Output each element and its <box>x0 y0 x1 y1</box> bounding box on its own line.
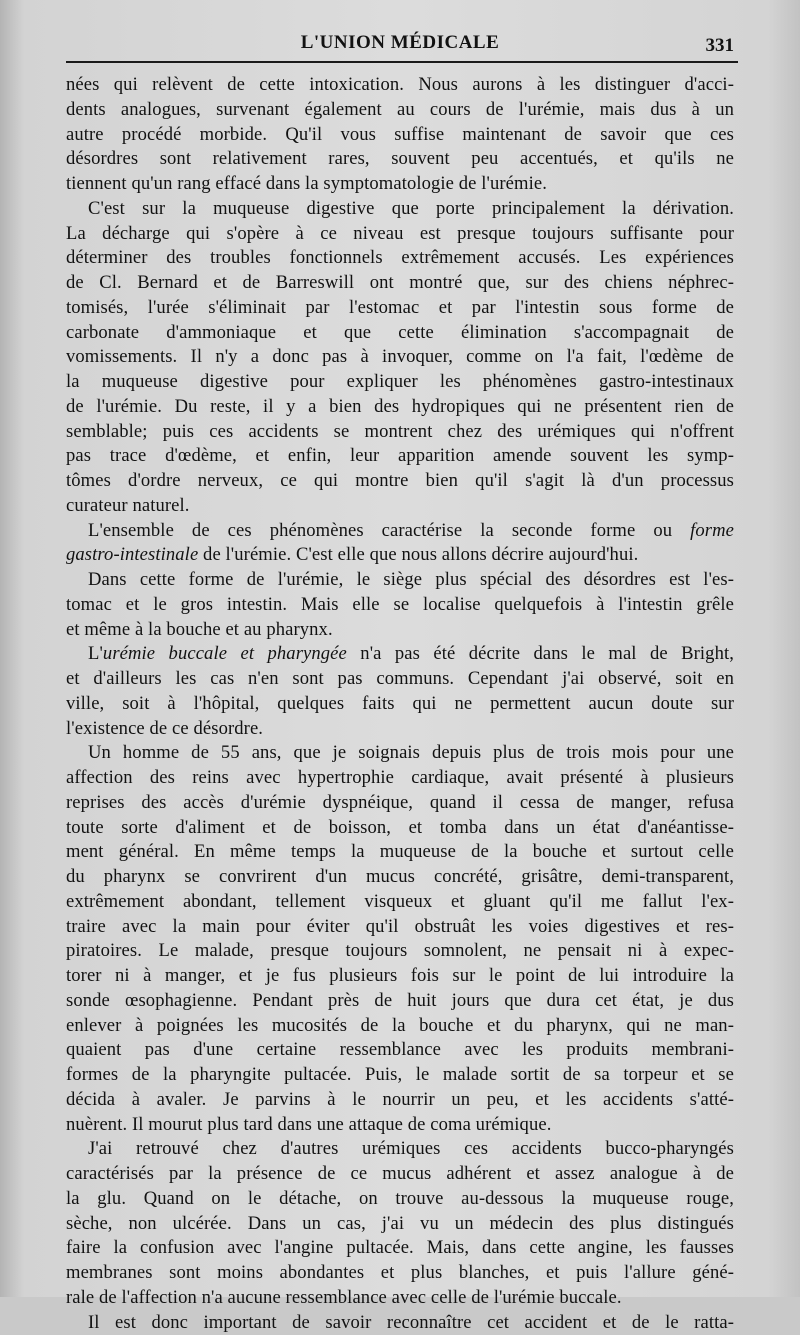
text-line: sonde œsophagienne. Pendant près de huit jours que dura cet état, je dus <box>66 989 734 1014</box>
text-run: L'ensemble de ces phénomènes caractérise la seconde forme ou <box>88 520 690 541</box>
italic-term: urémie buccale et pharyngée <box>103 643 347 664</box>
text-line: et même à la bouche et au pharynx. <box>66 618 734 643</box>
text-line: et d'ailleurs les cas n'en sont pas communs. Cependant j'ai observé, soit en <box>66 667 734 692</box>
text-line: traire avec la main pour éviter qu'il obstruât les voies digestives et res- <box>66 915 734 940</box>
text-line: la muqueuse digestive pour expliquer les phénomènes gastro-intestinaux <box>66 370 734 395</box>
text-line: toute sorte d'aliment et de boisson, et tomba dans un état d'anéantisse- <box>66 816 734 841</box>
text-line: Il est donc important de savoir reconnaître cet accident et de le ratta- <box>66 1311 734 1335</box>
text-line <box>66 642 734 667</box>
text-line: faire la confusion avec l'angine pultacée. Mais, dans cette angine, les fausses <box>66 1236 734 1261</box>
body-text <box>66 73 734 1335</box>
text-line: déterminer des troubles fonctionnels extrêmement accusés. Les expériences <box>66 246 734 271</box>
paragraph-7 <box>66 1137 734 1310</box>
text-line: piratoires. Le malade, presque toujours somnolent, ne pensait ni à expec- <box>66 939 734 964</box>
text-line: semblable; puis ces accidents se montrent chez des urémiques qui n'offrent <box>66 420 734 445</box>
paragraph-3 <box>66 519 734 569</box>
text-line: caractérisés par la présence de ce mucus adhérent et assez analogue à de <box>66 1162 734 1187</box>
text-line: du pharynx se convrirent d'un mucus concrété, grisâtre, demi-transparent, <box>66 865 734 890</box>
paragraph-5 <box>66 642 734 741</box>
text-line: J'ai retrouvé chez d'autres urémiques ces accidents bucco-pharyngés <box>66 1137 734 1162</box>
header-rule <box>66 61 738 63</box>
page-header <box>66 26 734 60</box>
text-line: l'existence de ce désordre. <box>66 717 734 742</box>
text-line: ville, soit à l'hôpital, quelques faits qui ne permettent aucun doute sur <box>66 692 734 717</box>
text-line: nées qui relèvent de cette intoxication. Nous aurons à les distinguer d'acci- <box>66 73 734 98</box>
text-line: désordres sont relativement rares, souvent peu accentués, et qu'ils ne <box>66 147 734 172</box>
text-line: Dans cette forme de l'urémie, le siège plus spécial des désordres est l'es- <box>66 568 734 593</box>
text-line: de l'urémie. Du reste, il y a bien des hydropiques qui ne présentent rien de <box>66 395 734 420</box>
paragraph-4 <box>66 568 734 642</box>
text-line: quaient pas d'une certaine ressemblance avec les produits membrani- <box>66 1038 734 1063</box>
text-line: La décharge qui s'opère à ce niveau est presque toujours suffisante pour <box>66 222 734 247</box>
text-line: tomac et le gros intestin. Mais elle se localise quelquefois à l'intestin grêle <box>66 593 734 618</box>
text-line: décida à avaler. Je parvins à le nourrir un peu, et les accidents s'atté- <box>66 1088 734 1113</box>
text-line: C'est sur la muqueuse digestive que porte principalement la dérivation. <box>66 197 734 222</box>
text-line <box>66 519 734 544</box>
italic-term: forme <box>690 520 734 541</box>
italic-term: gastro-intestinale <box>66 544 198 565</box>
text-line: pas trace d'œdème, et enfin, leur apparition amende souvent les symp- <box>66 444 734 469</box>
text-line: tiennent qu'un rang effacé dans la symptomatologie de l'urémie. <box>66 172 734 197</box>
text-line: nuèrent. Il mourut plus tard dans une attaque de coma urémique. <box>66 1113 734 1138</box>
text-run: n'a pas été décrite dans le mal de Bright, <box>347 643 734 664</box>
text-line: membranes sont moins abondantes et plus blanches, et puis l'allure géné- <box>66 1261 734 1286</box>
text-line: tômes d'ordre nerveux, ce qui montre bien qu'il s'agit là d'un processus <box>66 469 734 494</box>
text-line: curateur naturel. <box>66 494 734 519</box>
page-number: 331 <box>706 35 735 57</box>
text-line: tomisés, l'urée s'éliminait par l'estomac et par l'intestin sous forme de <box>66 296 734 321</box>
text-line: Un homme de 55 ans, que je soignais depuis plus de trois mois pour une <box>66 741 734 766</box>
text-line: de Cl. Bernard et de Barreswill ont montré que, sur des chiens néphrec- <box>66 271 734 296</box>
text-line: extrêmement abondant, tellement visqueux et gluant qu'il me fallut l'ex- <box>66 890 734 915</box>
running-title: L'UNION MÉDICALE <box>66 32 734 54</box>
text-run: de l'urémie. C'est elle que nous allons décrire aujourd'hui. <box>198 544 638 565</box>
paragraph-8 <box>66 1311 734 1335</box>
text-line: formes de la pharyngite pultacée. Puis, le malade sortit de sa torpeur et se <box>66 1063 734 1088</box>
text-line: reprises des accès d'urémie dyspnéique, quand il cessa de manger, refusa <box>66 791 734 816</box>
text-run: L' <box>88 643 103 664</box>
paragraph-1 <box>66 73 734 197</box>
text-line: rale de l'affection n'a aucune ressemblance avec celle de l'urémie buccale. <box>66 1286 734 1311</box>
text-line: carbonate d'ammoniaque et que cette élimination s'accompagnait de <box>66 321 734 346</box>
text-line: enlever à poignées les mucosités de la bouche et du pharynx, qui ne man- <box>66 1014 734 1039</box>
paragraph-6 <box>66 741 734 1137</box>
text-line: sèche, non ulcérée. Dans un cas, j'ai vu un médecin des plus distingués <box>66 1212 734 1237</box>
text-line: autre procédé morbide. Qu'il vous suffise maintenant de savoir que ces <box>66 123 734 148</box>
paragraph-2 <box>66 197 734 519</box>
text-line: affection des reins avec hypertrophie cardiaque, avait présenté à plusieurs <box>66 766 734 791</box>
text-line: ment général. En même temps la muqueuse de la bouche et surtout celle <box>66 840 734 865</box>
text-line: vomissements. Il n'y a donc pas à invoquer, comme on l'a fait, l'œdème de <box>66 345 734 370</box>
text-line <box>66 543 734 568</box>
text-line: la glu. Quand on le détache, on trouve au-dessous la muqueuse rouge, <box>66 1187 734 1212</box>
text-line: dents analogues, survenant également au cours de l'urémie, mais dus à un <box>66 98 734 123</box>
text-line: torer ni à manger, et je fus plusieurs fois sur le point de lui introduire la <box>66 964 734 989</box>
